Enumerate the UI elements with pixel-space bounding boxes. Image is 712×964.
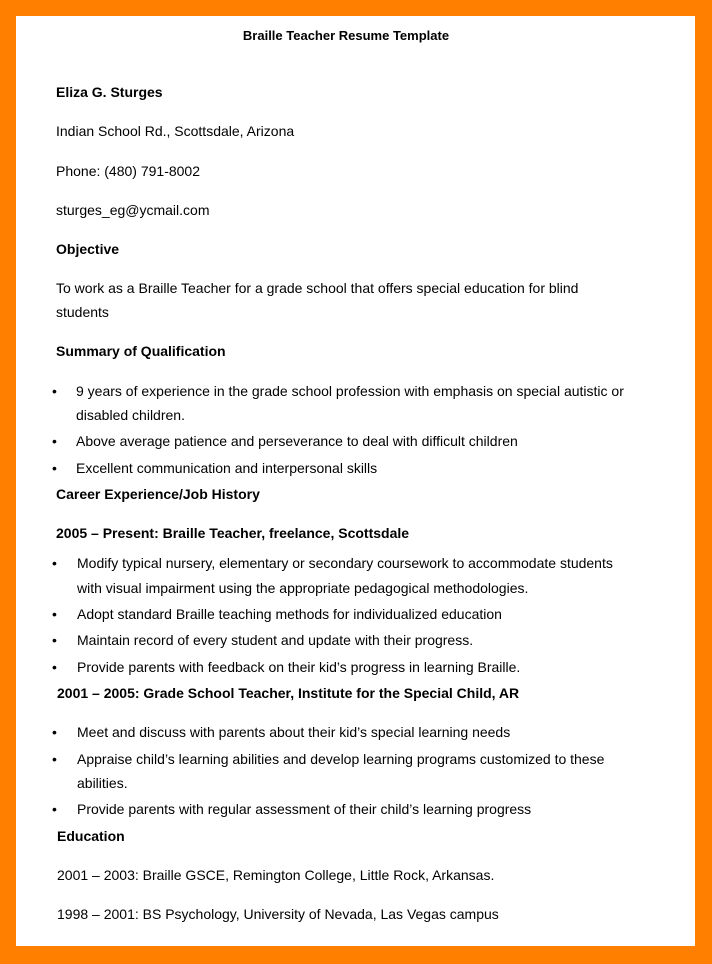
list-item-text: disabled children. [76, 407, 185, 423]
list-item-text: Modify typical nursery, elementary or secondary coursework to accommodate students [77, 555, 613, 571]
job-1-heading: 2005 – Present: Braille Teacher, freelance, Scottsdale [56, 525, 410, 541]
education-entry-2: 1998 – 2001: BS Psychology, University of Nevada, Las Vegas campus [57, 906, 499, 922]
bullet: • [52, 724, 57, 740]
objective-line-1: To work as a Braille Teacher for a grade school that offers special education for blind [56, 280, 579, 296]
objective-heading: Objective [56, 241, 120, 257]
address: Indian School Rd., Scottsdale, Arizona [56, 123, 295, 139]
bullet: • [52, 460, 57, 476]
bullet: • [52, 383, 57, 399]
list-item-text: 9 years of experience in the grade school profession with emphasis on special autistic or [76, 383, 624, 399]
list-item-text: abilities. [77, 775, 128, 791]
list-item-text: Appraise child’s learning abilities and develop learning programs customized to these [77, 751, 605, 767]
bullet: • [52, 801, 57, 817]
education-heading: Education [57, 828, 125, 844]
email: sturges_eg@ycmail.com [56, 202, 210, 218]
objective-line-2: students [56, 304, 109, 320]
career-heading: Career Experience/Job History [56, 486, 260, 502]
list-item-text: Maintain record of every student and update with their progress. [77, 632, 474, 648]
list-item-text: Above average patience and perseverance to deal with difficult children [76, 433, 518, 449]
bullet: • [52, 555, 57, 571]
list-item-text: Excellent communication and interpersonal skills [76, 460, 378, 476]
list-item-text: Meet and discuss with parents about their kid’s special learning needs [77, 724, 511, 740]
document-title: Braille Teacher Resume Template [242, 28, 450, 43]
summary-heading: Summary of Qualification [56, 343, 226, 359]
bullet: • [52, 606, 57, 622]
phone: Phone: (480) 791-8002 [56, 163, 200, 179]
job-2-heading: 2001 – 2005: Grade School Teacher, Institute for the Special Child, AR [57, 685, 520, 701]
list-item-text: Provide parents with feedback on their kid’s progress in learning Braille. [77, 659, 521, 675]
bullet: • [52, 433, 57, 449]
education-entry-1: 2001 – 2003: Braille GSCE, Remington College, Little Rock, Arkansas. [57, 867, 495, 883]
bullet: • [52, 659, 57, 675]
list-item-text: Provide parents with regular assessment of their child’s learning progress [77, 801, 532, 817]
candidate-name: Eliza G. Sturges [56, 84, 163, 100]
bullet: • [52, 632, 57, 648]
bullet: • [52, 751, 57, 767]
list-item-text: Adopt standard Braille teaching methods for individualized education [77, 606, 502, 622]
list-item-text: with visual impairment using the appropriate pedagogical methodologies. [77, 580, 529, 596]
